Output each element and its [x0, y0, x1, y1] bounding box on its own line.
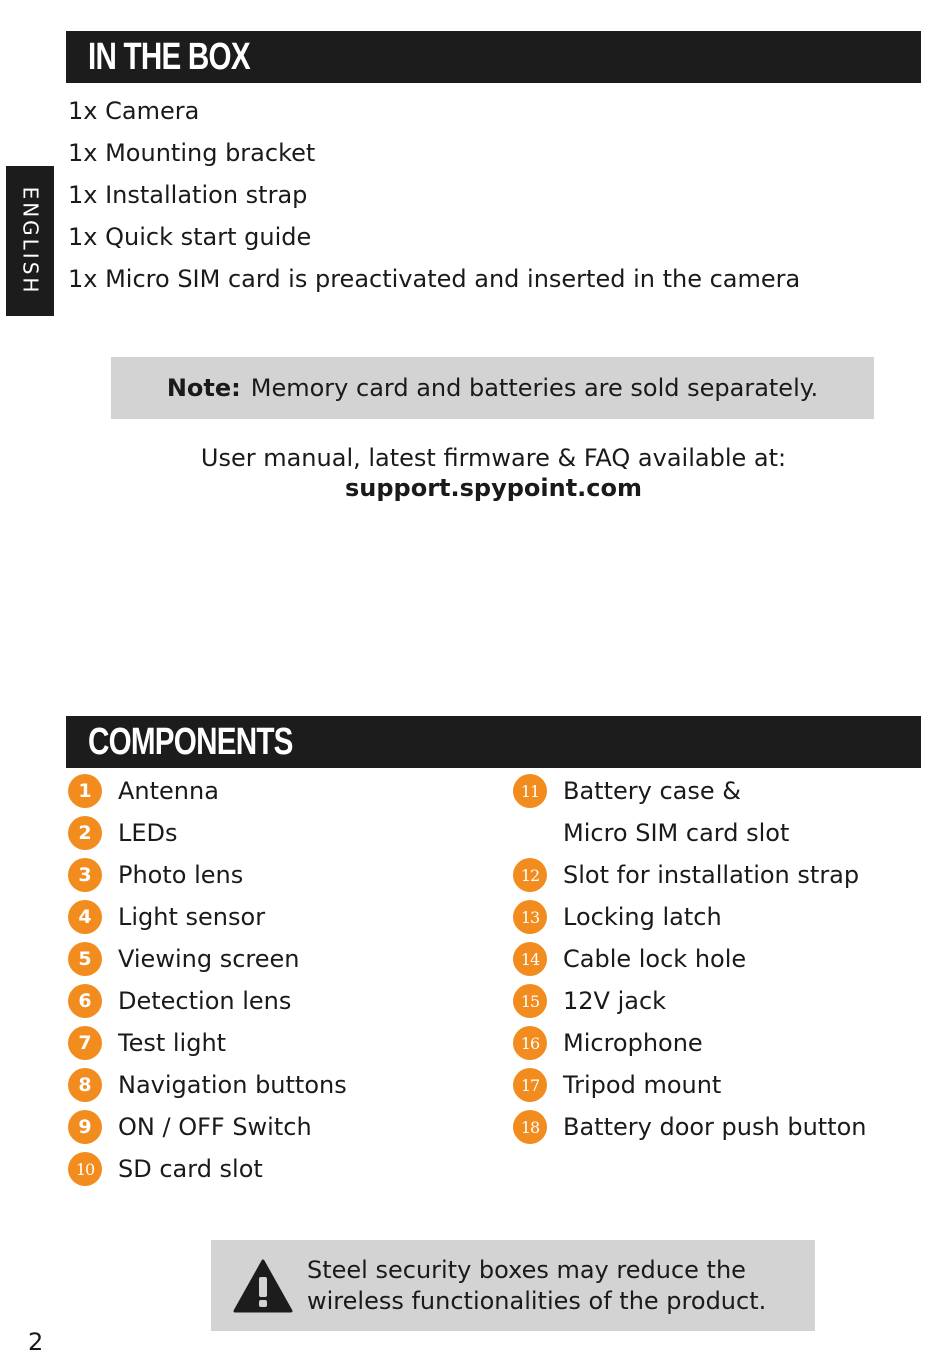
- component-label: Tripod mount: [563, 1071, 722, 1099]
- component-label: Antenna: [118, 777, 219, 805]
- component-label: Slot for installation strap: [563, 861, 860, 889]
- components-header: [66, 716, 921, 768]
- number-badge: 15: [513, 984, 547, 1018]
- in-the-box-list: [68, 90, 800, 300]
- list-item: 1x Quick start guide: [68, 223, 312, 251]
- page-number: 2: [28, 1328, 44, 1356]
- number-badge: 14: [513, 942, 547, 976]
- warning-icon: [233, 1258, 293, 1314]
- component-item: [68, 812, 347, 854]
- in-the-box-header: [66, 31, 921, 83]
- warning-line: Steel security boxes may reduce the: [307, 1255, 746, 1284]
- number-badge: 17: [513, 1068, 547, 1102]
- component-label: Photo lens: [118, 861, 244, 889]
- warning-box: [211, 1240, 815, 1331]
- component-item: [68, 1064, 347, 1106]
- warning-line: wireless functionalities of the product.: [307, 1286, 767, 1315]
- component-item: [513, 980, 867, 1022]
- component-item: [513, 770, 867, 812]
- list-item: 1x Installation strap: [68, 181, 308, 209]
- number-badge-spacer: [513, 816, 547, 850]
- component-label: LEDs: [118, 819, 178, 847]
- number-badge: 4: [68, 900, 102, 934]
- component-item: [513, 1064, 867, 1106]
- number-badge: 16: [513, 1026, 547, 1060]
- note-label: Note:: [166, 374, 241, 402]
- component-label: Viewing screen: [118, 945, 300, 973]
- number-badge: 12: [513, 858, 547, 892]
- component-label: Navigation buttons: [118, 1071, 347, 1099]
- component-label: Light sensor: [118, 903, 266, 931]
- component-item: [68, 770, 347, 812]
- component-label: SD card slot: [118, 1155, 263, 1183]
- component-item: [68, 1148, 347, 1190]
- component-label: ON / OFF Switch: [118, 1113, 312, 1141]
- component-item: [68, 854, 347, 896]
- component-label: Micro SIM card slot: [563, 819, 790, 847]
- component-label: Test light: [118, 1029, 227, 1057]
- support-text: User manual, latest firmware & FAQ available at:: [200, 444, 787, 472]
- list-item: 1x Camera: [68, 97, 200, 125]
- number-badge: 18: [513, 1110, 547, 1144]
- list-item: 1x Mounting bracket: [68, 139, 316, 167]
- language-tab: [6, 166, 54, 316]
- component-item: [68, 896, 347, 938]
- language-tab-label: ENGLISH: [18, 186, 42, 296]
- component-item: [513, 1022, 867, 1064]
- components-list-right: [513, 770, 867, 1148]
- in-the-box-title: IN THE BOX: [88, 36, 250, 78]
- support-url: support.spypoint.com: [344, 474, 643, 502]
- component-item: [513, 896, 867, 938]
- components-title: COMPONENTS: [88, 721, 293, 763]
- number-badge: 2: [68, 816, 102, 850]
- component-label: Battery door push button: [563, 1113, 867, 1141]
- component-label: Locking latch: [563, 903, 722, 931]
- warning-text: [307, 1255, 766, 1317]
- component-item: [68, 1022, 347, 1064]
- number-badge: 3: [68, 858, 102, 892]
- list-item: 1x Micro SIM card is preactivated and inserted in the camera: [68, 265, 801, 293]
- number-badge: 1: [68, 774, 102, 808]
- number-badge: 9: [68, 1110, 102, 1144]
- number-badge: 5: [68, 942, 102, 976]
- component-item: [513, 938, 867, 980]
- component-item: [513, 812, 867, 854]
- component-label: 12V jack: [563, 987, 667, 1015]
- number-badge: 11: [513, 774, 547, 808]
- component-label: Detection lens: [118, 987, 292, 1015]
- note-text: Memory card and batteries are sold separately.: [250, 374, 819, 402]
- component-label: Cable lock hole: [563, 945, 747, 973]
- number-badge: 8: [68, 1068, 102, 1102]
- number-badge: 6: [68, 984, 102, 1018]
- number-badge: 7: [68, 1026, 102, 1060]
- component-item: [68, 1106, 347, 1148]
- components-list-left: [68, 770, 347, 1190]
- component-item: [68, 980, 347, 1022]
- component-label: Microphone: [563, 1029, 703, 1057]
- number-badge: 10: [68, 1152, 102, 1186]
- component-item: [68, 938, 347, 980]
- number-badge: 13: [513, 900, 547, 934]
- component-label: Battery case &: [563, 777, 741, 805]
- component-item: [513, 854, 867, 896]
- component-item: [513, 1106, 867, 1148]
- note-box: [111, 357, 874, 419]
